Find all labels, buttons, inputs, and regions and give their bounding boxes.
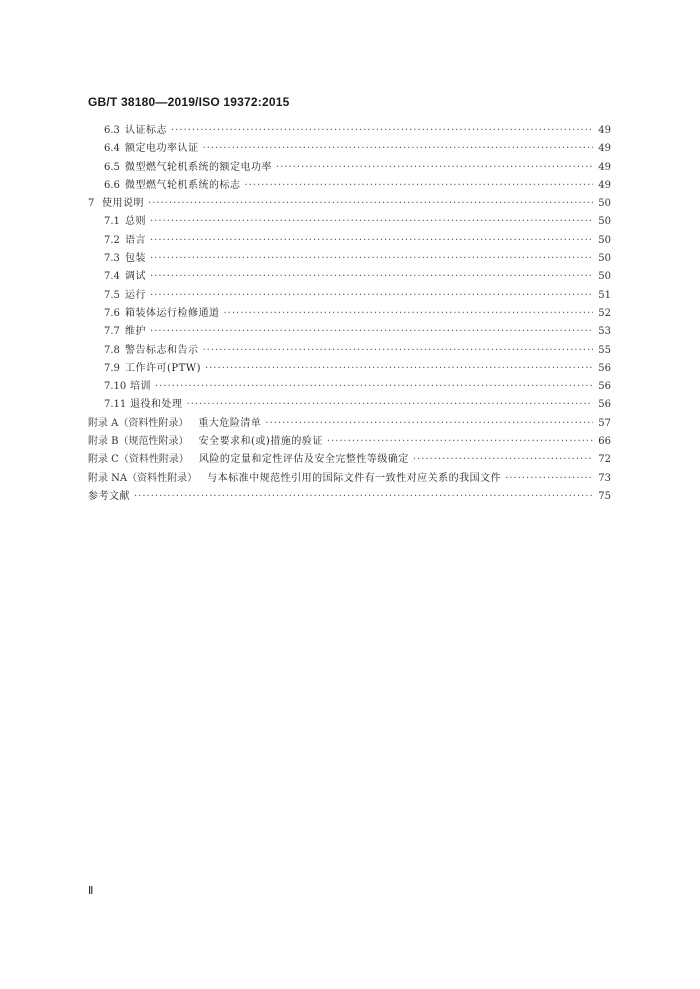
toc-entry-number: 7.4 bbox=[104, 271, 120, 283]
toc-entry-page: 50 bbox=[598, 234, 611, 246]
toc-entry-title: 与本标准中规范性引用的国际文件有一致性对应关系的我国文件 bbox=[207, 472, 502, 484]
toc-entry-number: 6.4 bbox=[104, 143, 120, 155]
toc-leader-dots bbox=[276, 159, 593, 177]
toc-leader-dots bbox=[203, 342, 594, 360]
toc-entry[interactable] bbox=[88, 268, 611, 286]
toc-entry-title: 认证标志 bbox=[125, 125, 167, 136]
toc-entry-title: 调试 bbox=[125, 271, 146, 283]
toc-entry-title: 箱装体运行检修通道 bbox=[125, 307, 220, 319]
toc-leader-dots bbox=[150, 213, 593, 231]
toc-leader-dots bbox=[150, 232, 593, 250]
toc-entry[interactable] bbox=[88, 342, 611, 360]
toc-leader-dots bbox=[155, 378, 593, 396]
toc-entry-page: 57 bbox=[598, 417, 611, 429]
toc-entry[interactable] bbox=[88, 488, 611, 506]
toc-entry-title: 退役和处理 bbox=[130, 399, 183, 411]
table-of-contents bbox=[88, 122, 611, 506]
toc-entry-title: 重大危险清单 bbox=[198, 417, 262, 429]
toc-entry-title: 使用说明 bbox=[102, 198, 144, 210]
toc-entry-title: 微型燃气轮机系统的额定电功率 bbox=[125, 161, 272, 173]
toc-entry-number: 7.7 bbox=[104, 326, 120, 338]
toc-entry-page: 56 bbox=[598, 381, 611, 393]
toc-entry-number: 附录 NA（资料性附录） bbox=[88, 472, 198, 484]
toc-entry[interactable] bbox=[88, 378, 611, 396]
toc-entry-number: 附录 A（资料性附录） bbox=[88, 417, 189, 429]
toc-entry-number: 7.5 bbox=[104, 289, 120, 301]
toc-entry-number: 附录 B（规范性附录） bbox=[88, 436, 189, 448]
toc-entry-page: 53 bbox=[598, 326, 611, 338]
toc-entry[interactable] bbox=[88, 213, 611, 231]
toc-entry-number: 7.10 bbox=[104, 381, 127, 393]
toc-leader-dots bbox=[203, 140, 594, 158]
toc-leader-dots bbox=[413, 451, 593, 469]
toc-entry-page: 49 bbox=[598, 179, 611, 191]
toc-entry-title: 参考文献 bbox=[88, 490, 130, 502]
toc-entry-page: 50 bbox=[598, 253, 611, 265]
toc-entry-title: 总则 bbox=[125, 216, 146, 228]
toc-leader-dots bbox=[205, 360, 593, 378]
toc-leader-dots bbox=[150, 287, 593, 305]
toc-leader-dots bbox=[134, 488, 593, 506]
toc-entry-title: 维护 bbox=[125, 326, 146, 338]
toc-entry[interactable] bbox=[88, 177, 611, 195]
toc-leader-dots bbox=[245, 177, 594, 195]
toc-entry-page: 56 bbox=[598, 362, 611, 374]
toc-entry-number: 6.6 bbox=[104, 179, 120, 191]
toc-entry-page: 55 bbox=[598, 344, 611, 356]
toc-entry-title: 语言 bbox=[125, 234, 146, 246]
toc-entry-page: 49 bbox=[598, 143, 611, 155]
toc-entry-number: 7.2 bbox=[104, 234, 120, 246]
toc-entry[interactable] bbox=[88, 250, 611, 268]
toc-leader-dots bbox=[150, 268, 593, 286]
toc-entry-page: 49 bbox=[598, 161, 611, 173]
toc-entry[interactable] bbox=[88, 287, 611, 305]
toc-entry-page: 73 bbox=[598, 472, 611, 484]
toc-leader-dots bbox=[148, 195, 593, 213]
toc-leader-dots bbox=[224, 305, 594, 323]
toc-entry[interactable] bbox=[88, 122, 611, 140]
toc-leader-dots bbox=[150, 323, 593, 341]
toc-entry[interactable] bbox=[88, 433, 611, 451]
toc-entry-number: 7.9 bbox=[104, 362, 120, 374]
toc-entry-number: 7.11 bbox=[104, 399, 127, 411]
document-code-header: GB/T 38180—2019/ISO 19372:2015 bbox=[88, 95, 290, 109]
toc-entry-page: 56 bbox=[598, 399, 611, 411]
toc-entry-page: 72 bbox=[598, 454, 611, 466]
toc-leader-dots bbox=[171, 122, 593, 140]
toc-entry[interactable] bbox=[88, 470, 611, 488]
toc-entry-page: 49 bbox=[598, 125, 611, 136]
toc-entry-number: 6.3 bbox=[104, 125, 120, 136]
page-number: Ⅱ bbox=[88, 885, 94, 897]
toc-entry-title: 额定电功率认证 bbox=[125, 143, 199, 155]
toc-entry-number: 7.1 bbox=[104, 216, 120, 228]
toc-entry-number: 7.6 bbox=[104, 307, 120, 319]
toc-entry[interactable] bbox=[88, 323, 611, 341]
toc-entry[interactable] bbox=[88, 305, 611, 323]
toc-entry-title: 风险的定量和定性评估及安全完整性等级确定 bbox=[198, 454, 409, 466]
toc-entry[interactable] bbox=[88, 360, 611, 378]
toc-entry-title: 微型燃气轮机系统的标志 bbox=[125, 179, 241, 191]
toc-entry-number: 附录 C（资料性附录） bbox=[88, 454, 189, 466]
toc-entry-number: 7.8 bbox=[104, 344, 120, 356]
toc-entry-number: 7.3 bbox=[104, 253, 120, 265]
toc-leader-dots bbox=[187, 396, 594, 414]
toc-entry-page: 50 bbox=[598, 198, 611, 210]
toc-entry-title: 培训 bbox=[130, 381, 151, 393]
toc-entry[interactable] bbox=[88, 232, 611, 250]
toc-entry-page: 66 bbox=[598, 436, 611, 448]
toc-leader-dots bbox=[265, 415, 593, 433]
toc-entry[interactable] bbox=[88, 396, 611, 414]
toc-entry-page: 75 bbox=[598, 490, 611, 502]
toc-entry-title: 包装 bbox=[125, 253, 146, 265]
toc-entry[interactable] bbox=[88, 140, 611, 158]
toc-entry-page: 50 bbox=[598, 271, 611, 283]
toc-entry[interactable] bbox=[88, 159, 611, 177]
toc-leader-dots bbox=[327, 433, 593, 451]
toc-entry-page: 51 bbox=[598, 289, 611, 301]
toc-entry-title: 运行 bbox=[125, 289, 146, 301]
toc-entry-page: 50 bbox=[598, 216, 611, 228]
toc-entry-title: 安全要求和(或)措施的验证 bbox=[198, 436, 323, 448]
toc-entry-number: 7 bbox=[88, 198, 95, 210]
toc-entry[interactable] bbox=[88, 415, 611, 433]
toc-entry[interactable] bbox=[88, 451, 611, 469]
toc-leader-dots bbox=[150, 250, 593, 268]
toc-entry-page: 52 bbox=[598, 307, 611, 319]
toc-entry-number: 6.5 bbox=[104, 161, 120, 173]
toc-entry[interactable] bbox=[88, 195, 611, 213]
toc-entry-title: 工作许可(PTW) bbox=[125, 362, 201, 374]
toc-leader-dots bbox=[505, 470, 593, 488]
toc-entry-title: 警告标志和告示 bbox=[125, 344, 199, 356]
